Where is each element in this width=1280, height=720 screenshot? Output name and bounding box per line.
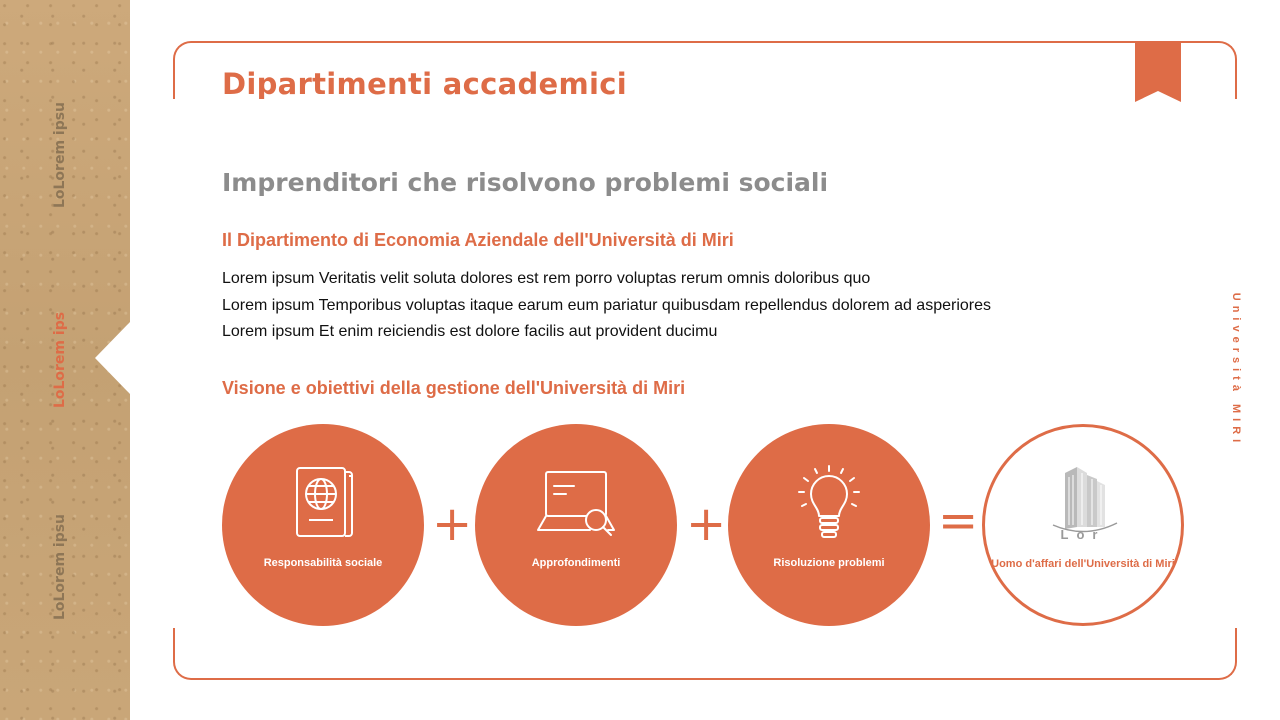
section-heading-department: Il Dipartimento di Economia Aziendale dell'Università di Miri: [222, 230, 734, 250]
circle-result: [982, 424, 1184, 626]
lightbulb-icon: [789, 464, 869, 544]
description-line: Lorem ipsum Temporibus voluptas itaque earum eum pariatur quibusdam repellendus dolorem ad asperiores: [222, 296, 992, 314]
equals-operator: =: [938, 493, 979, 549]
page-subtitle: Imprenditori che risolvono problemi sociali: [222, 168, 829, 197]
laptop-search-icon: [536, 464, 616, 544]
vertical-university-label: Università MIRI: [1230, 292, 1242, 448]
plus-operator: +: [686, 496, 727, 552]
section-heading-vision: Visione e obiettivi della gestione dell'Università di Miri: [222, 378, 686, 398]
circle-label: Responsabilità sociale: [263, 557, 383, 569]
plus-operator: +: [432, 496, 473, 552]
circle-problem-solving: [728, 424, 930, 626]
description-line: Lorem ipsum Veritatis velit soluta dolores est rem porro voluptas rerum omnis doloribus quo: [222, 270, 871, 287]
logo-text: Lor: [1060, 527, 1106, 542]
circle-label: Approfondimenti: [531, 557, 621, 569]
circle-label: Uomo d'affari dell'Università di Miri: [991, 558, 1175, 570]
passport-globe-icon: [283, 464, 363, 544]
description-line: Lorem ipsum Et enim reiciendis est dolore facilis aut provident ducimu: [222, 323, 718, 340]
circle-label: Risoluzione problemi: [773, 557, 885, 569]
page-title: Dipartimenti accademici: [222, 70, 628, 99]
sidebar-item-2-active[interactable]: LoLorem ips: [52, 311, 68, 409]
circle-insights: [475, 424, 677, 626]
circle-social-responsibility: [222, 424, 424, 626]
frame-bottom-border: [173, 628, 1237, 680]
sidebar-item-3[interactable]: LoLorem ipsu: [52, 513, 68, 621]
sidebar-item-1[interactable]: LoLorem ipsu: [52, 101, 68, 209]
department-description: [222, 266, 991, 346]
active-tab-notch: [95, 322, 130, 394]
